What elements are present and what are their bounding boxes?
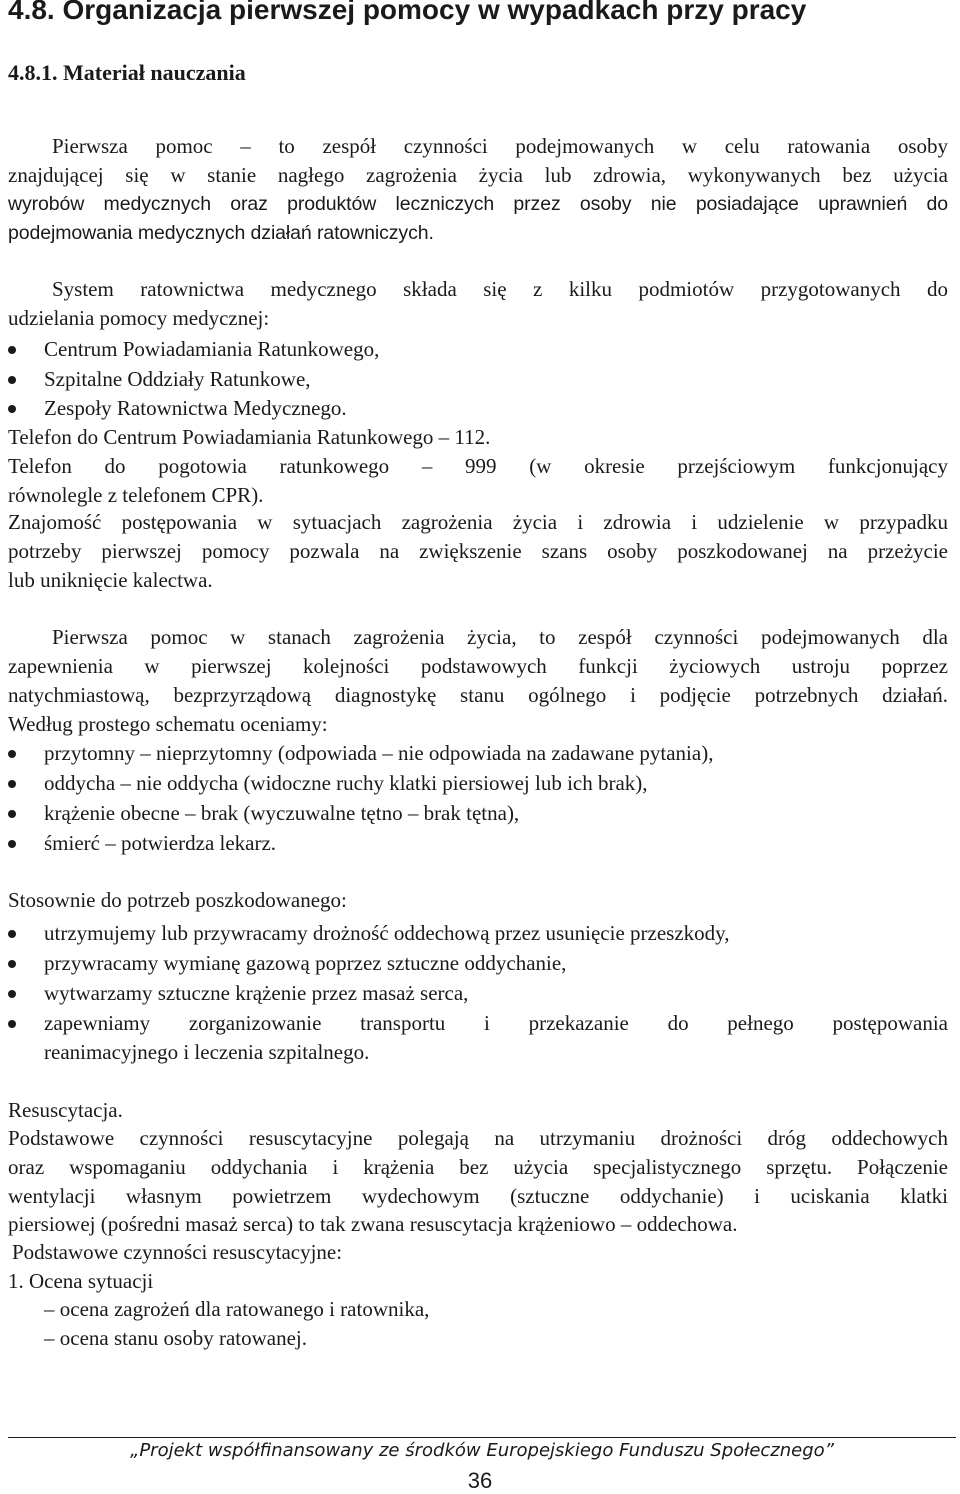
numbered-item: 1. Ocena sytuacji (8, 1269, 154, 1293)
bullet-icon (8, 930, 16, 938)
bullet-icon (8, 960, 16, 968)
sub-item: – ocena zagrożeń dla ratowanego i ratownika, (44, 1297, 430, 1321)
paragraph-line: potrzeby pierwszej pomocy pozwala na zwiększenie szans osoby poszkodowanej na przeżycie (8, 539, 948, 563)
list-item: Centrum Powiadamiania Ratunkowego, (44, 337, 380, 361)
basic-heading: Podstawowe czynności resuscytacyjne: (12, 1240, 343, 1264)
subsection-heading: 4.8.1. Materiał nauczania (8, 60, 246, 85)
list-item-continuation: reanimacyjnego i leczenia szpitalnego. (44, 1040, 370, 1064)
bullet-icon (8, 990, 16, 998)
list-item: zapewniamy zorganizowanie transportu i przekazanie do pełnego postępowania (44, 1011, 948, 1035)
list-item: wytwarzamy sztuczne krążenie przez masaż serca, (44, 981, 469, 1005)
paragraph-line: lub uniknięcie kalectwa. (8, 568, 213, 592)
paragraph-line: znajdującej się w stanie nagłego zagrożenia życia lub zdrowia, wykonywanych bez użycia (8, 163, 948, 187)
paragraph-line: System ratownictwa medycznego składa się z kilku podmiotów przygotowanych do (52, 277, 948, 301)
footer-text: „Projekt współfinansowany ze środków Europejskiego Funduszu Społecznego” (130, 1440, 834, 1461)
bullet-icon (8, 750, 16, 758)
bullet-icon (8, 810, 16, 818)
bullet-icon (8, 346, 16, 354)
paragraph-line: Pierwsza pomoc w stanach zagrożenia życia, to zespół czynności podejmowanych dla (52, 625, 948, 649)
resuscitation-title: Resuscytacja. (8, 1098, 123, 1122)
paragraph-line: udzielania pomocy medycznej: (8, 306, 270, 330)
phone-ambulance-line: Telefon do pogotowia ratunkowego – 999 (w okresie przejściowym funkcjonujący (8, 454, 948, 478)
section-heading: 4.8. Organizacja pierwszej pomocy w wypadkach przy pracy (8, 0, 807, 25)
sub-item: – ocena stanu osoby ratowanej. (44, 1326, 308, 1350)
paragraph-line: wentylacji własnym powietrzem wydechowym (sztuczne oddychanie) i uciskania klatki (8, 1184, 948, 1208)
paragraph-line: wyrobów medycznych oraz produktów leczniczych przez osoby nie posiadające uprawnień do (8, 193, 948, 215)
list-item: śmierć – potwierdza lekarz. (44, 831, 277, 855)
paragraph-line: zapewnienia w pierwszej kolejności podstawowych funkcji życiowych ustroju poprzez (8, 654, 948, 678)
list-item: przytomny – nieprzytomny (odpowiada – nie odpowiada na zadawane pytania), (44, 741, 714, 765)
paragraph-line: Pierwsza pomoc – to zespół czynności podejmowanych w celu ratowania osoby (52, 134, 948, 158)
bullet-icon (8, 376, 16, 384)
page-number: 36 (467, 1468, 493, 1493)
paragraph-line: Stosownie do potrzeb poszkodowanego: (8, 888, 347, 912)
list-item: przywracamy wymianę gazową poprzez sztuczne oddychanie, (44, 951, 567, 975)
paragraph-line: Według prostego schematu oceniamy: (8, 712, 328, 736)
footer-divider (8, 1437, 956, 1438)
list-item: Szpitalne Oddziały Ratunkowe, (44, 367, 311, 391)
paragraph-line: Znajomość postępowania w sytuacjach zagrożenia życia i zdrowia i udzielenie w przypadku (8, 510, 948, 534)
paragraph-line: natychmiastową, bezprzyrządową diagnostykę stanu ogólnego i podjęcie potrzebnych działań. (8, 683, 948, 707)
paragraph-line: Podstawowe czynności resuscytacyjne polegają na utrzymaniu drożności dróg oddechowych (8, 1126, 948, 1150)
list-item: utrzymujemy lub przywracamy drożność oddechową przez usunięcie przeszkody, (44, 921, 730, 945)
bullet-icon (8, 840, 16, 848)
list-item: oddycha – nie oddycha (widoczne ruchy klatki piersiowej lub ich brak), (44, 771, 648, 795)
bullet-icon (8, 780, 16, 788)
list-item: krążenie obecne – brak (wyczuwalne tętno – brak tętna), (44, 801, 520, 825)
bullet-icon (8, 405, 16, 413)
paragraph-line: podejmowania medycznych działań ratowniczych. (8, 222, 434, 244)
phone-ambulance-line: równolegle z telefonem CPR). (8, 483, 264, 507)
list-item: Zespoły Ratownictwa Medycznego. (44, 396, 347, 420)
bullet-icon (8, 1020, 16, 1028)
paragraph-line: oraz wspomaganiu oddychania i krążenia bez użycia specjalistycznego sprzętu. Połączenie (8, 1155, 948, 1179)
phone-cpr-line: Telefon do Centrum Powiadamiania Ratunkowego – 112. (8, 425, 491, 449)
paragraph-line: piersiowej (pośredni masaż serca) to tak zwana resuscytacja krążeniowo – oddechowa. (8, 1212, 738, 1236)
